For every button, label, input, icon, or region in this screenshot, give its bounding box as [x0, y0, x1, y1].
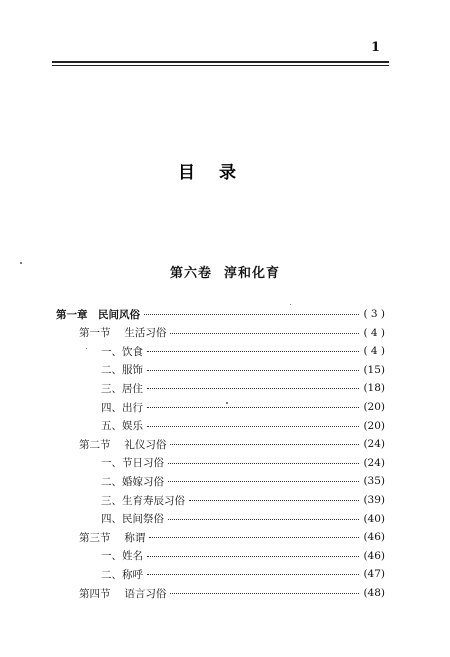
scan-speck: [290, 304, 291, 305]
dot-leader: [147, 425, 359, 427]
scan-speck: [20, 262, 22, 264]
toc-entry-section: [0, 436, 385, 452]
dot-leader: [170, 592, 359, 594]
toc-entry-item: [0, 362, 385, 378]
toc-entry-item: [0, 511, 385, 527]
dot-leader: [189, 499, 359, 501]
toc-entry-label: 二、服饰: [101, 364, 143, 377]
header-rule-thin: [52, 65, 389, 66]
volume-name: 第六卷: [169, 266, 212, 281]
toc-entry-label: 四、出行: [101, 401, 143, 414]
toc-entry-page: (18): [363, 382, 385, 395]
toc-entry-page: (48): [363, 587, 385, 599]
toc-entry-page: ( 3 ): [363, 308, 385, 320]
toc-entry-page: (46): [363, 549, 385, 562]
toc-entry-page: (47): [363, 568, 385, 581]
page-number: 1: [371, 40, 381, 55]
dot-leader: [168, 462, 359, 464]
toc-entry-page: (39): [363, 494, 385, 506]
toc-entry-item: [0, 343, 385, 359]
toc-entry-label: 一、饮食: [101, 345, 143, 358]
dot-leader: [147, 406, 359, 408]
toc-entry-item: [0, 473, 385, 489]
toc-entry-page: (24): [363, 438, 385, 451]
toc-entry-page: ( 4 ): [363, 326, 385, 339]
toc-entry-label: 第三节 称谓: [79, 531, 146, 544]
dot-leader: [147, 350, 359, 352]
toc-entry-page: ( 4 ): [363, 345, 385, 358]
scan-speck: [226, 402, 228, 404]
document-title: 目录: [178, 163, 260, 183]
toc-entry-label: 三、生育寿辰习俗: [101, 494, 185, 507]
dot-leader: [147, 555, 359, 557]
dot-leader: [147, 369, 359, 371]
toc-entry-label: 二、称呼: [101, 568, 143, 581]
dot-leader: [170, 443, 359, 445]
toc-entry-label: 二、婚嫁习俗: [101, 475, 164, 488]
toc-entry-page: (15): [363, 363, 385, 376]
dot-leader: [168, 518, 359, 520]
dot-leader: [147, 387, 359, 389]
toc-entry-section: [0, 585, 385, 601]
toc-entry-label: 第一节 生活习俗: [79, 327, 167, 340]
toc-entry-page: (20): [363, 419, 385, 432]
dot-leader: [149, 536, 359, 538]
toc-entry-item: [0, 418, 385, 434]
toc-entry-section: [0, 529, 385, 545]
toc-entry-item: [0, 548, 385, 564]
toc-entry-label: 一、姓名: [101, 550, 143, 563]
toc-entry-label: 五、娱乐: [101, 420, 143, 433]
toc-entry-label: 四、民间祭俗: [101, 513, 164, 526]
volume-subtitle: 淳和化育: [224, 266, 281, 281]
volume-title: [0, 262, 450, 281]
toc-entry-page: (40): [363, 512, 385, 525]
toc-entry-chapter: [0, 306, 385, 322]
toc-entry-page: (46): [363, 531, 385, 544]
toc-entry-page: (20): [363, 401, 385, 413]
scan-speck: [86, 348, 87, 349]
toc-entry-item: [0, 399, 385, 415]
toc-entry-section: [0, 325, 385, 341]
dot-leader: [147, 573, 359, 575]
toc-entry-label: 三、居住: [101, 382, 143, 395]
toc-entry-page: (24): [363, 456, 385, 469]
header-rule-thick: [52, 61, 389, 63]
toc-entry-item: [0, 455, 385, 471]
toc-entry-label: 一、节日习俗: [101, 457, 164, 470]
dot-leader: [144, 313, 359, 315]
toc-entry-item: [0, 566, 385, 582]
toc-entry-label: 第一章 民间风俗: [56, 308, 140, 321]
toc-entry-item: [0, 380, 385, 396]
toc-entry-item: [0, 492, 385, 508]
toc-entry-page: (35): [363, 475, 385, 488]
dot-leader: [170, 332, 359, 334]
dot-leader: [168, 480, 359, 482]
toc-entry-label: 第四节 语言习俗: [79, 587, 167, 600]
toc-entry-label: 第二节 礼仪习俗: [79, 438, 167, 451]
